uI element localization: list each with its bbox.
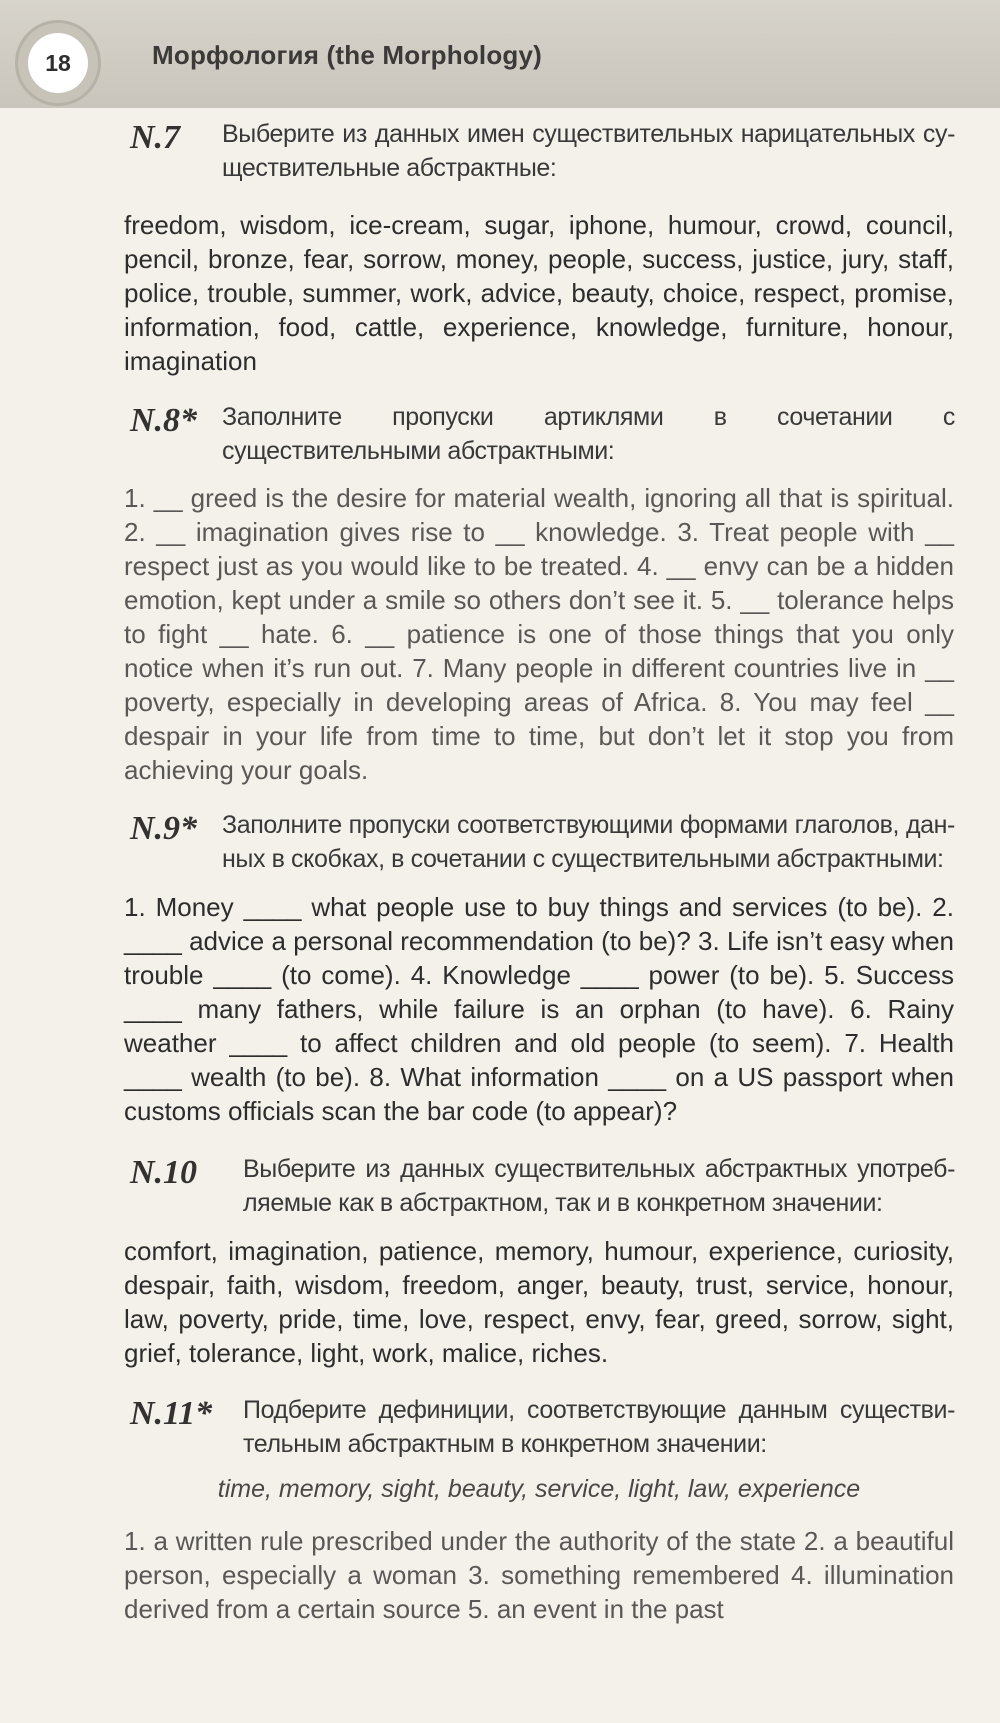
exercise-number: N.9* (130, 810, 198, 847)
page-header (0, 0, 1000, 108)
exercise-number: N.8* (130, 402, 198, 439)
exercise-number: N.10 (130, 1154, 198, 1191)
exercise-number: N.7 (130, 119, 181, 156)
exercise-task: Заполните пропуски соответствующими формами глаголов, дан-ных в скобках, в сочетании с существительными абстрактными: (222, 811, 955, 873)
exercise-8-body: 1. __ greed is the desire for material wealth, ignoring all that is spiritual. 2. __ imagination gives rise to __ knowledge. 3. Treat people with __ respect just as you would like to be treated. 4. __ envy can be a hidden emotion, kept under a smile so others don’t see it. 5. __ tolerance helps to fight __ hate. 6. __ patience is one of those things that you only notice when it’s run out. 7. Many people in different countries live in __ poverty, especially in developing areas of Africa. 8. You may feel __ despair in your life from time to time, but don’t let it stop you from achieving your goals. (124, 483, 954, 785)
exercise-number: N.11* (130, 1395, 213, 1432)
exercise-11-word-list: time, memory, sight, beauty, service, light, law, experience (217, 1475, 861, 1503)
exercise-10-body: comfort, imagination, patience, memory, humour, experience, curiosity, despair, faith, wisdom, freedom, anger, beauty, trust, service, honour, law, poverty, pride, time, love, respect, envy, fear, greed, sorrow, sight, grief, tolerance, light, work, malice, riches. (124, 1236, 954, 1368)
exercise-11-body: 1. a written rule prescribed under the authority of the state 2. a beautiful person, especially a woman 3. something remembered 4. illumination derived from a certain source 5. an event in the past (124, 1526, 954, 1624)
page-number-badge (15, 20, 101, 106)
running-title: Морфология (the Morphology) (152, 40, 543, 70)
page-number: 18 (28, 33, 88, 93)
exercise-task: Выберите из данных имен существительных нарицательных су-ществительные абстрактные: (222, 120, 955, 182)
exercise-9-body: 1. Money ____ what people use to buy things and services (to be). 2. ____ advice a personal recommendation (to be)? 3. Life isn’t easy when trouble ____ (to come). 4. Knowledge ____ power (to be). 5. Success ____ many fathers, while failure is an orphan (to have). 6. Rainy weather ____ to affect children and old people (to seem). 7. Health ____ wealth (to be). 8. What information ____ on a US passport when customs officials scan the bar code (to appear)? (124, 892, 954, 1126)
exercise-task: Заполните пропуски артиклями в сочетании с существительными абстрактными: (222, 403, 955, 465)
exercise-task: Подберите дефиниции, соответствующие данным существи-тельным абстрактным в конкретном значении: (243, 1396, 955, 1458)
exercise-7-body: freedom, wisdom, ice-cream, sugar, iphone, humour, crowd, council, pencil, bronze, fear, sorrow, money, people, success, justice, jury, staff, police, trouble, summer, work, advice, beauty, choice, respect, promise, information, food, cattle, experience, knowledge, furniture, honour, imagination (124, 210, 954, 376)
exercise-task: Выберите из данных существительных абстрактных употреб-ляемые как в абстрактном, так и в конкретном значении: (243, 1155, 955, 1217)
